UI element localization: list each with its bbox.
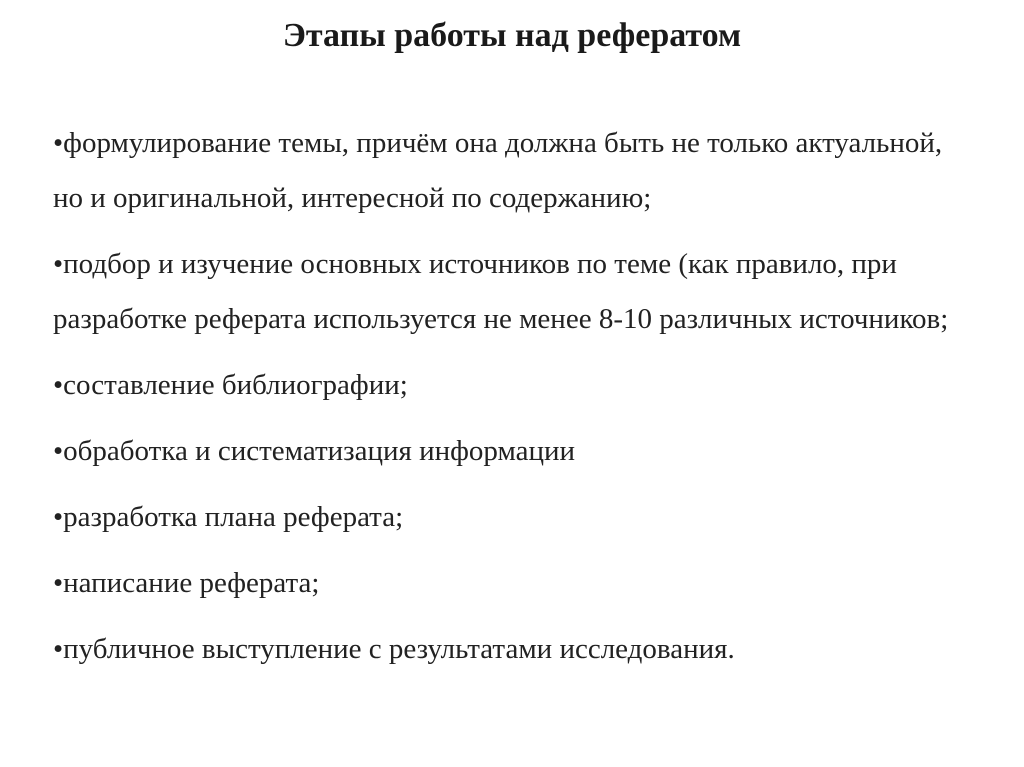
list-item <box>53 622 953 677</box>
list-item-text: составление библиографии; <box>63 369 408 401</box>
bullet-icon: • <box>53 633 64 665</box>
list-item <box>53 490 953 545</box>
list-item <box>53 237 953 347</box>
list-item-text: написание реферата; <box>63 567 320 599</box>
bullet-icon: • <box>53 435 64 467</box>
list-item-text: публичное выступление с результатами исследования. <box>63 633 735 665</box>
slide-title: Этапы работы над рефератом <box>282 17 742 54</box>
bullet-icon: • <box>53 567 64 599</box>
list-item-text: разработка плана реферата; <box>63 501 404 533</box>
list-item <box>53 358 953 413</box>
bullet-icon: • <box>53 501 64 533</box>
list-item-text: формулирование темы, причём она должна быть не только актуальной, но и оригинальной, интересной по содержанию; <box>53 127 943 214</box>
bullet-icon: • <box>53 369 64 401</box>
list-item <box>53 556 953 611</box>
list-item-text: обработка и систематизация информации <box>63 435 576 467</box>
bullet-icon: • <box>53 248 64 280</box>
stages-list <box>53 116 953 688</box>
bullet-icon: • <box>53 127 64 159</box>
list-item <box>53 424 953 479</box>
list-item <box>53 116 953 226</box>
list-item-text: подбор и изучение основных источников по теме (как правило, при разработке реферата используется не менее 8-10 различных источников; <box>53 248 949 335</box>
